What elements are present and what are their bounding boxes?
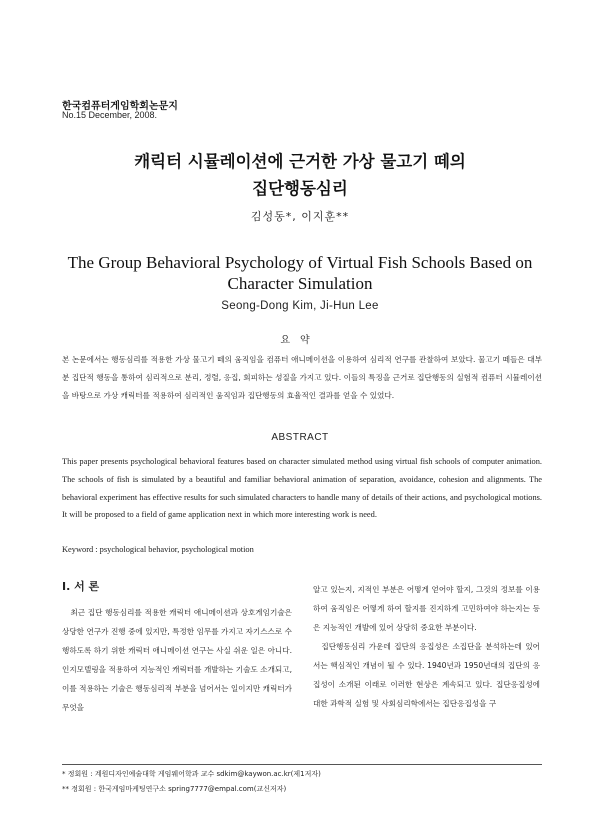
korean-abstract-body: 본 논문에서는 행동심리를 적용한 가상 물고기 떼의 움직임을 컴퓨터 애니메이션을 이용하여 심리적 연구를 관찰하여 보았다. 물고기 떼들은 대부분 집단적 행동을 통하여 심리적으로 분리, 정렬, 응집, 회피하는 성질을 가지고 있다. 이들의 특징을 근거로 집단행동의 실험적 컴퓨터 시뮬레이션을 바탕으로 가상 캐릭터를 적용하여 심리적인 움직임과 집단행동의 효율적인 결과를 얻을 수 있었다. (62, 355, 542, 400)
paragraph: 최근 집단 행동심리를 적용한 캐릭터 애니메이션과 상호게임기술은 상당한 연구가 진행 중에 있지만, 특정한 임무를 가지고 자기스스로 수행하도록 하기 위한 캐릭터 애니메이션 연구는 사실 쉬운 일은 아니다. 인지모델링을 적용하여 지능적인 캐릭터를 개발하는 기술도 소개되고, 이를 적용하는 기술은 행동심리적 부분을 넘어서는 일이지만 캐릭터가 무엇을 (62, 608, 292, 712)
english-authors: Seong-Dong Kim, Ji-Hun Lee (221, 300, 379, 312)
body-column-left (62, 603, 292, 717)
footnote-2: ** 정회원 : 한국게임마케팅연구소 spring7777@empal.com(교신저자) (62, 785, 287, 793)
english-title-line-1: The Group Behavioral Psychology of Virtual Fish Schools Based on (67, 253, 533, 272)
issue-info: No.15 December, 2008. (62, 110, 158, 120)
footnote-1: * 정회원 : 계원디자인예술대학 게임웨어학과 교수 sdkim@kaywon.ac.kr(제1저자) (62, 770, 321, 778)
english-title (0, 252, 600, 294)
english-abstract-body: This paper presents psychological behavioral features based on character simulated method using virtual fish schools of computer animation. The schools of fish is simulated by a beautiful and familiar behavioral animation of separation, avoidance, cohesion and alignments. The behavioral experiment has effective results for such simulated characters to handle many of details of their actions, and psychological motions. It will be proposed to a field of game application next in which more interesting work is need. (62, 457, 542, 520)
korean-abstract-heading: 요약 (280, 335, 320, 346)
english-title-line-2: Character Simulation (227, 274, 373, 293)
english-abstract-heading: ABSTRACT (271, 432, 329, 443)
body-column-right (313, 580, 540, 713)
journal-name: 한국컴퓨터게임학회논문지 (62, 101, 178, 112)
korean-authors: 김성동*, 이지훈** (250, 210, 350, 223)
footnote-divider (62, 764, 542, 765)
section-title: Ⅰ. 서 론 (62, 580, 100, 593)
footnotes (62, 767, 321, 797)
paragraph: 알고 있는지, 지적인 부분은 어떻게 얻어야 할지, 그것의 정보를 이용하여 움직임은 어떻게 하여 할지를 진지하게 고민하여야 하는지는 등은 지능적인 개발에 있어 상당히 중요한 부분이다. (313, 585, 540, 632)
korean-title-line-1: 캐릭터 시뮬레이션에 근거한 가상 물고기 떼의 (134, 152, 466, 171)
paragraph: 집단행동심리 가운데 집단의 응집성은 소집단을 분석하는데 있어서는 핵심적인 개념이 될 수 있다. 1940년과 1950년대의 집단의 응집성이 소개된 이래로 이러한 현상은 계속되고 있다. 집단응집성에 대한 과학적 실험 및 사회심리학에서는 집단응집성을 구 (313, 642, 540, 708)
keywords: Keyword : psychological behavior, psychological motion (62, 545, 254, 554)
korean-title (0, 148, 600, 202)
korean-title-line-2: 집단행동심리 (252, 179, 348, 198)
